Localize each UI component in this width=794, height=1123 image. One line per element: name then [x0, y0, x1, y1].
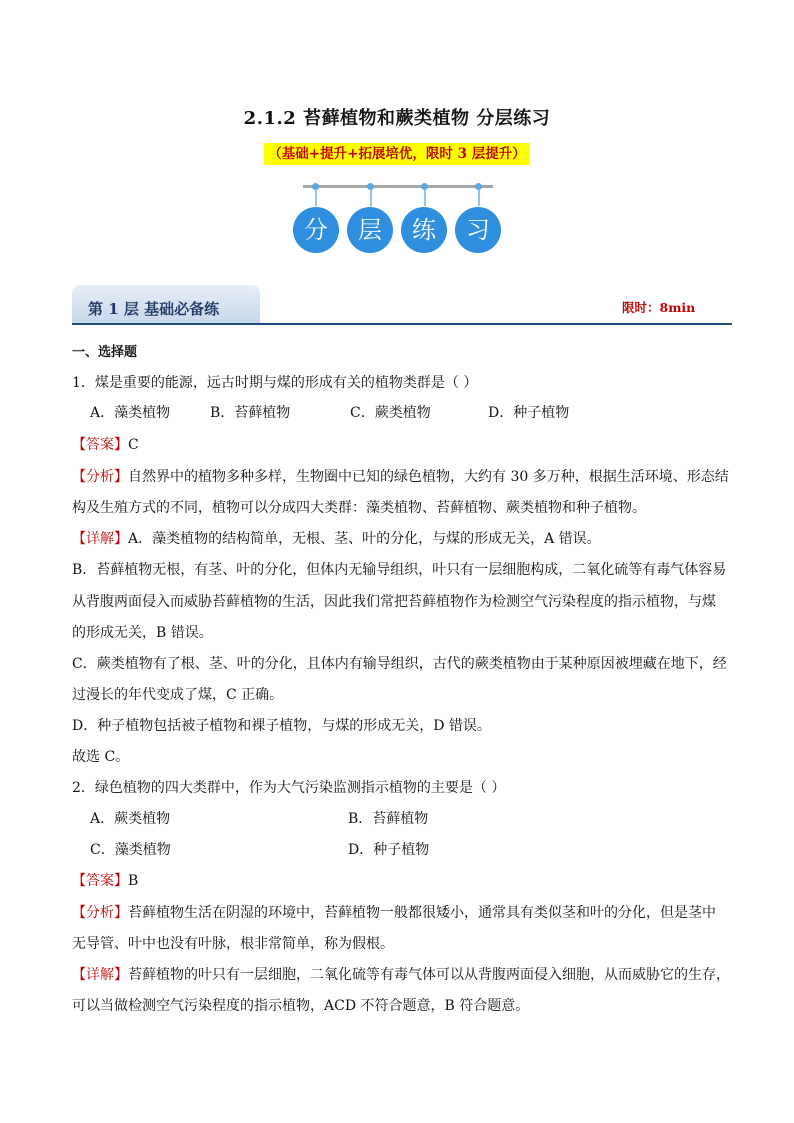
badge-lian: 练 [401, 207, 447, 253]
q1-detail-line: 的形成无关，B 错误。 [72, 625, 213, 641]
analysis-tag: 【分析】 [72, 905, 128, 921]
banner-pin [367, 183, 374, 190]
q1-conclusion: 故选 C。 [72, 749, 130, 765]
q2-detail-line [72, 965, 730, 985]
analysis-text: 自然界中的植物多种多样，生物圈中已知的绿色植物，大约有 30 多万种，根据生活环境、形态结 [128, 469, 729, 485]
q1-option-b: B．苔藓植物 [210, 405, 291, 421]
analysis-text: 苔藓植物生活在阴湿的环境中，苔藓植物一般都很矮小，通常具有类似茎和叶的分化，但是茎中 [128, 905, 716, 921]
banner-pin [475, 183, 482, 190]
q2-answer [72, 871, 138, 891]
q2-analysis-line: 无导管、叶中也没有叶脉，根非常简单，称为假根。 [72, 936, 394, 952]
q1-detail-line: 过漫长的年代变成了煤，C 正确。 [72, 687, 284, 703]
q1-detail-line: B．苔藓植物无根，有茎、叶的分化，但体内无输导组织，叶只有一层细胞构成，二氧化硫等有毒气体容易 [72, 562, 727, 578]
analysis-tag: 【分析】 [72, 469, 128, 485]
q1-option-c: C．蕨类植物 [350, 405, 431, 421]
banner-pin [421, 183, 428, 190]
q2-option-c: C．藻类植物 [90, 842, 171, 858]
section-divider [72, 323, 732, 325]
badge-ceng: 层 [347, 207, 393, 253]
detail-text: A．藻类植物的结构简单，无根、茎、叶的分化，与煤的形成无关，A 错误。 [128, 531, 601, 547]
q1-detail-line: C．蕨类植物有了根、茎、叶的分化，且体内有输导组织，古代的蕨类植物由于某种原因被埋藏在地下，经 [72, 656, 727, 672]
q1-detail-line: D．种子植物包括被子植物和裸子植物，与煤的形成无关，D 错误。 [72, 718, 491, 734]
q2-option-a: A．蕨类植物 [90, 811, 171, 827]
q1-option-a: A．藻类植物 [90, 405, 171, 421]
detail-tag: 【详解】 [72, 531, 128, 547]
answer-value: C [128, 437, 139, 453]
q1-stem: 1．煤是重要的能源，远古时期与煤的形成有关的植物类群是（ ） [72, 375, 478, 391]
badge-fen: 分 [293, 207, 339, 253]
detail-text: 苔藓植物的叶只有一层细胞，二氧化硫等有毒气体可以从背腹两面侵入细胞，从而威胁它的生存， [128, 967, 730, 983]
page-title: 2.1.2 苔藓植物和蕨类植物 分层练习 [243, 108, 551, 129]
q1-analysis-line: 构及生殖方式的不同，植物可以分成四大类群：藻类植物、苔藓植物、蕨类植物和种子植物。 [72, 500, 646, 516]
q1-option-d: D．种子植物 [488, 405, 570, 421]
q1-analysis-line [72, 467, 729, 487]
banner-stem [315, 190, 317, 206]
badge-xi: 习 [455, 207, 501, 253]
banner-pin [312, 183, 319, 190]
q2-option-d: D．种子植物 [348, 842, 430, 858]
time-limit: 限时：8min [622, 300, 696, 315]
banner-stem [478, 190, 480, 206]
q2-analysis-line [72, 903, 716, 923]
banner-stem [424, 190, 426, 206]
q1-answer [72, 435, 139, 455]
answer-tag: 【答案】 [72, 873, 128, 889]
q1-detail-line [72, 529, 601, 549]
detail-tag: 【详解】 [72, 967, 128, 983]
q2-detail-line: 可以当做检测空气污染程度的指示植物，ACD 不符合题意，B 符合题意。 [72, 998, 530, 1014]
banner-rail [303, 185, 493, 188]
answer-value: B [128, 873, 139, 889]
section-label: 第 1 层 基础必备练 [88, 300, 220, 318]
section-heading: 一、选择题 [72, 345, 138, 360]
page-subtitle: （基础+提升+拓展培优，限时 3 层提升） [264, 143, 529, 165]
answer-tag: 【答案】 [72, 437, 128, 453]
q2-option-b: B．苔藓植物 [348, 811, 429, 827]
q1-detail-line: 从背腹两面侵入而威胁苔藓植物的生活，因此我们常把苔藓植物作为检测空气污染程度的指示植物，与煤 [72, 594, 716, 610]
banner-stem [370, 190, 372, 206]
q2-stem: 2．绿色植物的四大类群中，作为大气污染监测指示植物的主要是（ ） [72, 780, 506, 796]
